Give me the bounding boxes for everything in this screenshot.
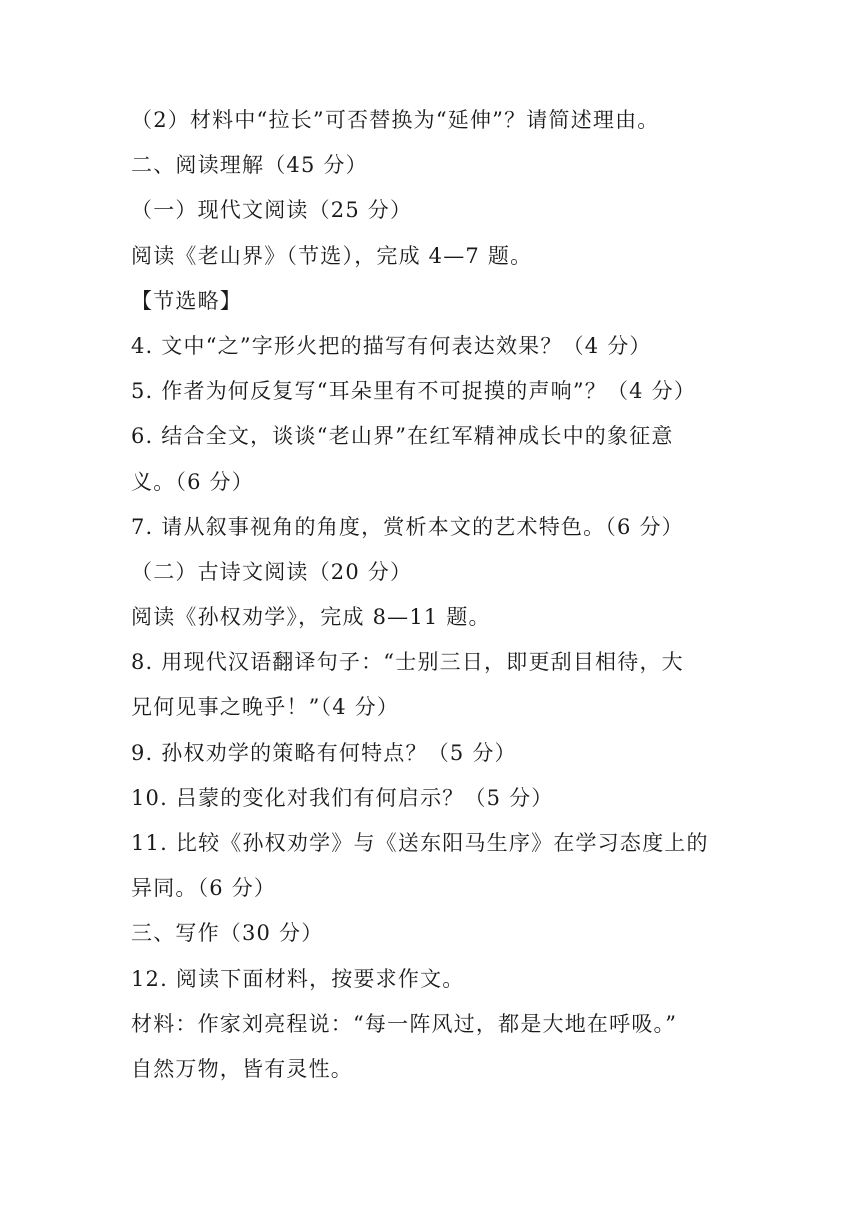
question-12: 12. 阅读下面材料，按要求作文。 <box>131 966 465 991</box>
writing-material: 材料：作家刘亮程说：“每一阵风过，都是大地在呼吸。” <box>131 1011 678 1036</box>
question-9: 9. 孙权劝学的策略有何特点？（5 分） <box>131 740 517 765</box>
question-10: 10. 吕蒙的变化对我们有何启示？（5 分） <box>131 785 554 810</box>
section-heading-reading: 二、阅读理解（45 分） <box>131 153 368 178</box>
reading-instruction-sunquan: 阅读《孙权劝学》，完成 8—11 题。 <box>131 605 491 630</box>
subsection-heading-classical-text: （二）古诗文阅读（20 分） <box>131 559 413 584</box>
excerpt-omitted-note: 【节选略】 <box>131 288 242 313</box>
question-11: 11. 比较《孙权劝学》与《送东阳马生序》在学习态度上的 <box>131 831 709 855</box>
question-5: 5. 作者为何反复写“耳朵里有不可捉摸的声响”？（4 分） <box>131 379 697 404</box>
writing-material-continued: 自然万物，皆有灵性。 <box>131 1056 353 1081</box>
section-heading-writing: 三、写作（30 分） <box>131 921 324 946</box>
question-8-continued: 兄何见事之晚乎！”（4 分） <box>131 695 400 720</box>
document-body <box>131 98 741 1092</box>
question-2-part-2: （2）材料中“拉长”可否替换为“延伸”？请简述理由。 <box>131 108 660 132</box>
reading-instruction-laoshanjie: 阅读《老山界》（节选），完成 4—7 题。 <box>131 243 533 268</box>
question-4: 4. 文中“之”字形火把的描写有何表达效果？（4 分） <box>131 333 652 358</box>
question-7: 7. 请从叙事视角的角度，赏析本文的艺术特色。（6 分） <box>131 514 684 539</box>
subsection-heading-modern-text: （一）现代文阅读（25 分） <box>131 198 413 223</box>
question-6-continued: 义。（6 分） <box>131 469 254 494</box>
question-8: 8. 用现代汉语翻译句子：“士别三日，即更刮目相待，大 <box>131 650 684 675</box>
question-6: 6. 结合全文，谈谈“老山界”在红军精神成长中的象征意 <box>131 424 674 449</box>
question-11-continued: 异同。（6 分） <box>131 876 277 901</box>
